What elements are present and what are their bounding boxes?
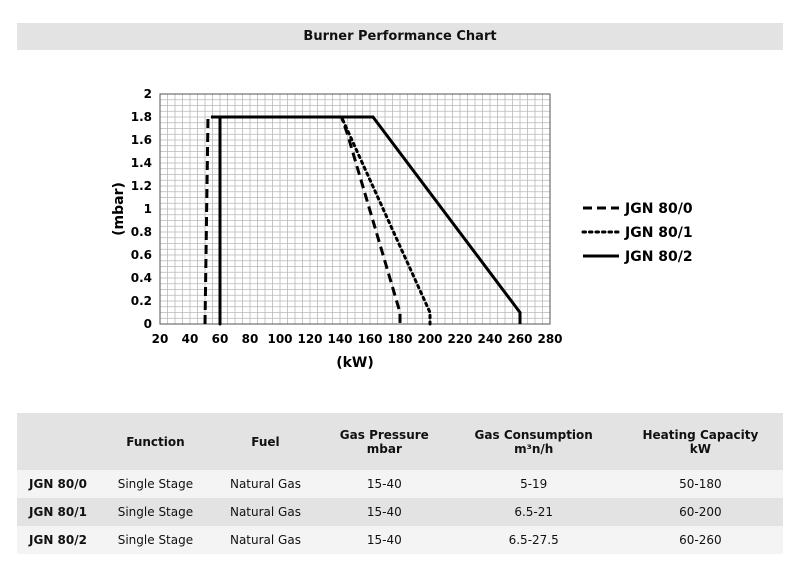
y-tick-label: 2 <box>143 87 152 101</box>
cell-function: Single Stage <box>117 505 194 519</box>
table-row <box>17 526 783 554</box>
spec-table <box>17 413 783 554</box>
x-tick-label: 220 <box>447 332 473 346</box>
y-tick-label: 1.4 <box>130 156 152 170</box>
x-tick-label: 280 <box>537 332 563 346</box>
cell-function: Single Stage <box>117 533 194 547</box>
x-tick-label: 180 <box>387 332 413 346</box>
y-tick-label: 1 <box>143 202 152 216</box>
x-tick-label: 140 <box>327 332 353 346</box>
header-model <box>17 413 99 470</box>
header-gas-consumption: Gas Consumption m³n/h <box>474 427 593 456</box>
table-row <box>17 498 783 526</box>
x-tick-label: 240 <box>477 332 503 346</box>
y-tick-label: 0.4 <box>130 271 152 285</box>
cell-gas-consumption: 6.5-27.5 <box>508 533 559 547</box>
header-heating-capacity: Heating Capacity kW <box>642 427 759 456</box>
cell-model: JGN 80/1 <box>29 505 87 519</box>
cell-gas-pressure: 15-40 <box>366 477 402 491</box>
y-tick-label: 0.8 <box>130 225 152 239</box>
x-tick-label: 60 <box>211 332 229 346</box>
x-tick-label: 100 <box>267 332 293 346</box>
x-tick-label: 80 <box>241 332 259 346</box>
table-header-row <box>17 413 783 470</box>
cell-fuel: Natural Gas <box>229 505 301 519</box>
header-gas-pressure: Gas Pressure mbar <box>339 427 429 456</box>
y-tick-label: 0 <box>143 317 152 331</box>
cell-heating-capacity: 60-260 <box>679 533 722 547</box>
x-tick-label: 200 <box>417 332 443 346</box>
cell-gas-consumption: 5-19 <box>520 477 548 491</box>
cell-fuel: Natural Gas <box>229 533 301 547</box>
x-axis-label: (kW) <box>336 355 374 371</box>
x-tick-label: 120 <box>297 332 323 346</box>
legend-label: JGN 80/2 <box>625 249 693 265</box>
y-tick-label: 1.6 <box>130 133 152 147</box>
x-tick-label: 260 <box>507 332 533 346</box>
cell-model: JGN 80/0 <box>29 477 87 491</box>
header-fuel: Fuel <box>251 434 280 449</box>
cell-fuel: Natural Gas <box>229 477 301 491</box>
table-row <box>17 470 783 498</box>
cell-gas-pressure: 15-40 <box>366 505 402 519</box>
chart-title: Burner Performance Chart <box>303 29 497 44</box>
y-tick-label: 1.8 <box>130 110 152 124</box>
legend-label: JGN 80/1 <box>625 225 693 241</box>
cell-heating-capacity: 50-180 <box>679 477 722 491</box>
y-axis-label: (mbar) <box>111 182 127 236</box>
y-tick-label: 0.6 <box>130 248 152 262</box>
header-function: Function <box>126 434 185 449</box>
x-tick-label: 40 <box>181 332 199 346</box>
cell-model: JGN 80/2 <box>29 533 87 547</box>
cell-gas-consumption: 6.5-21 <box>514 505 554 519</box>
y-tick-label: 1.2 <box>130 179 152 193</box>
cell-gas-pressure: 15-40 <box>366 533 402 547</box>
x-tick-label: 20 <box>151 332 169 346</box>
legend-label: JGN 80/0 <box>625 201 693 217</box>
cell-function: Single Stage <box>117 477 194 491</box>
y-tick-label: 0.2 <box>130 294 152 308</box>
cell-heating-capacity: 60-200 <box>679 505 722 519</box>
x-tick-label: 160 <box>357 332 383 346</box>
